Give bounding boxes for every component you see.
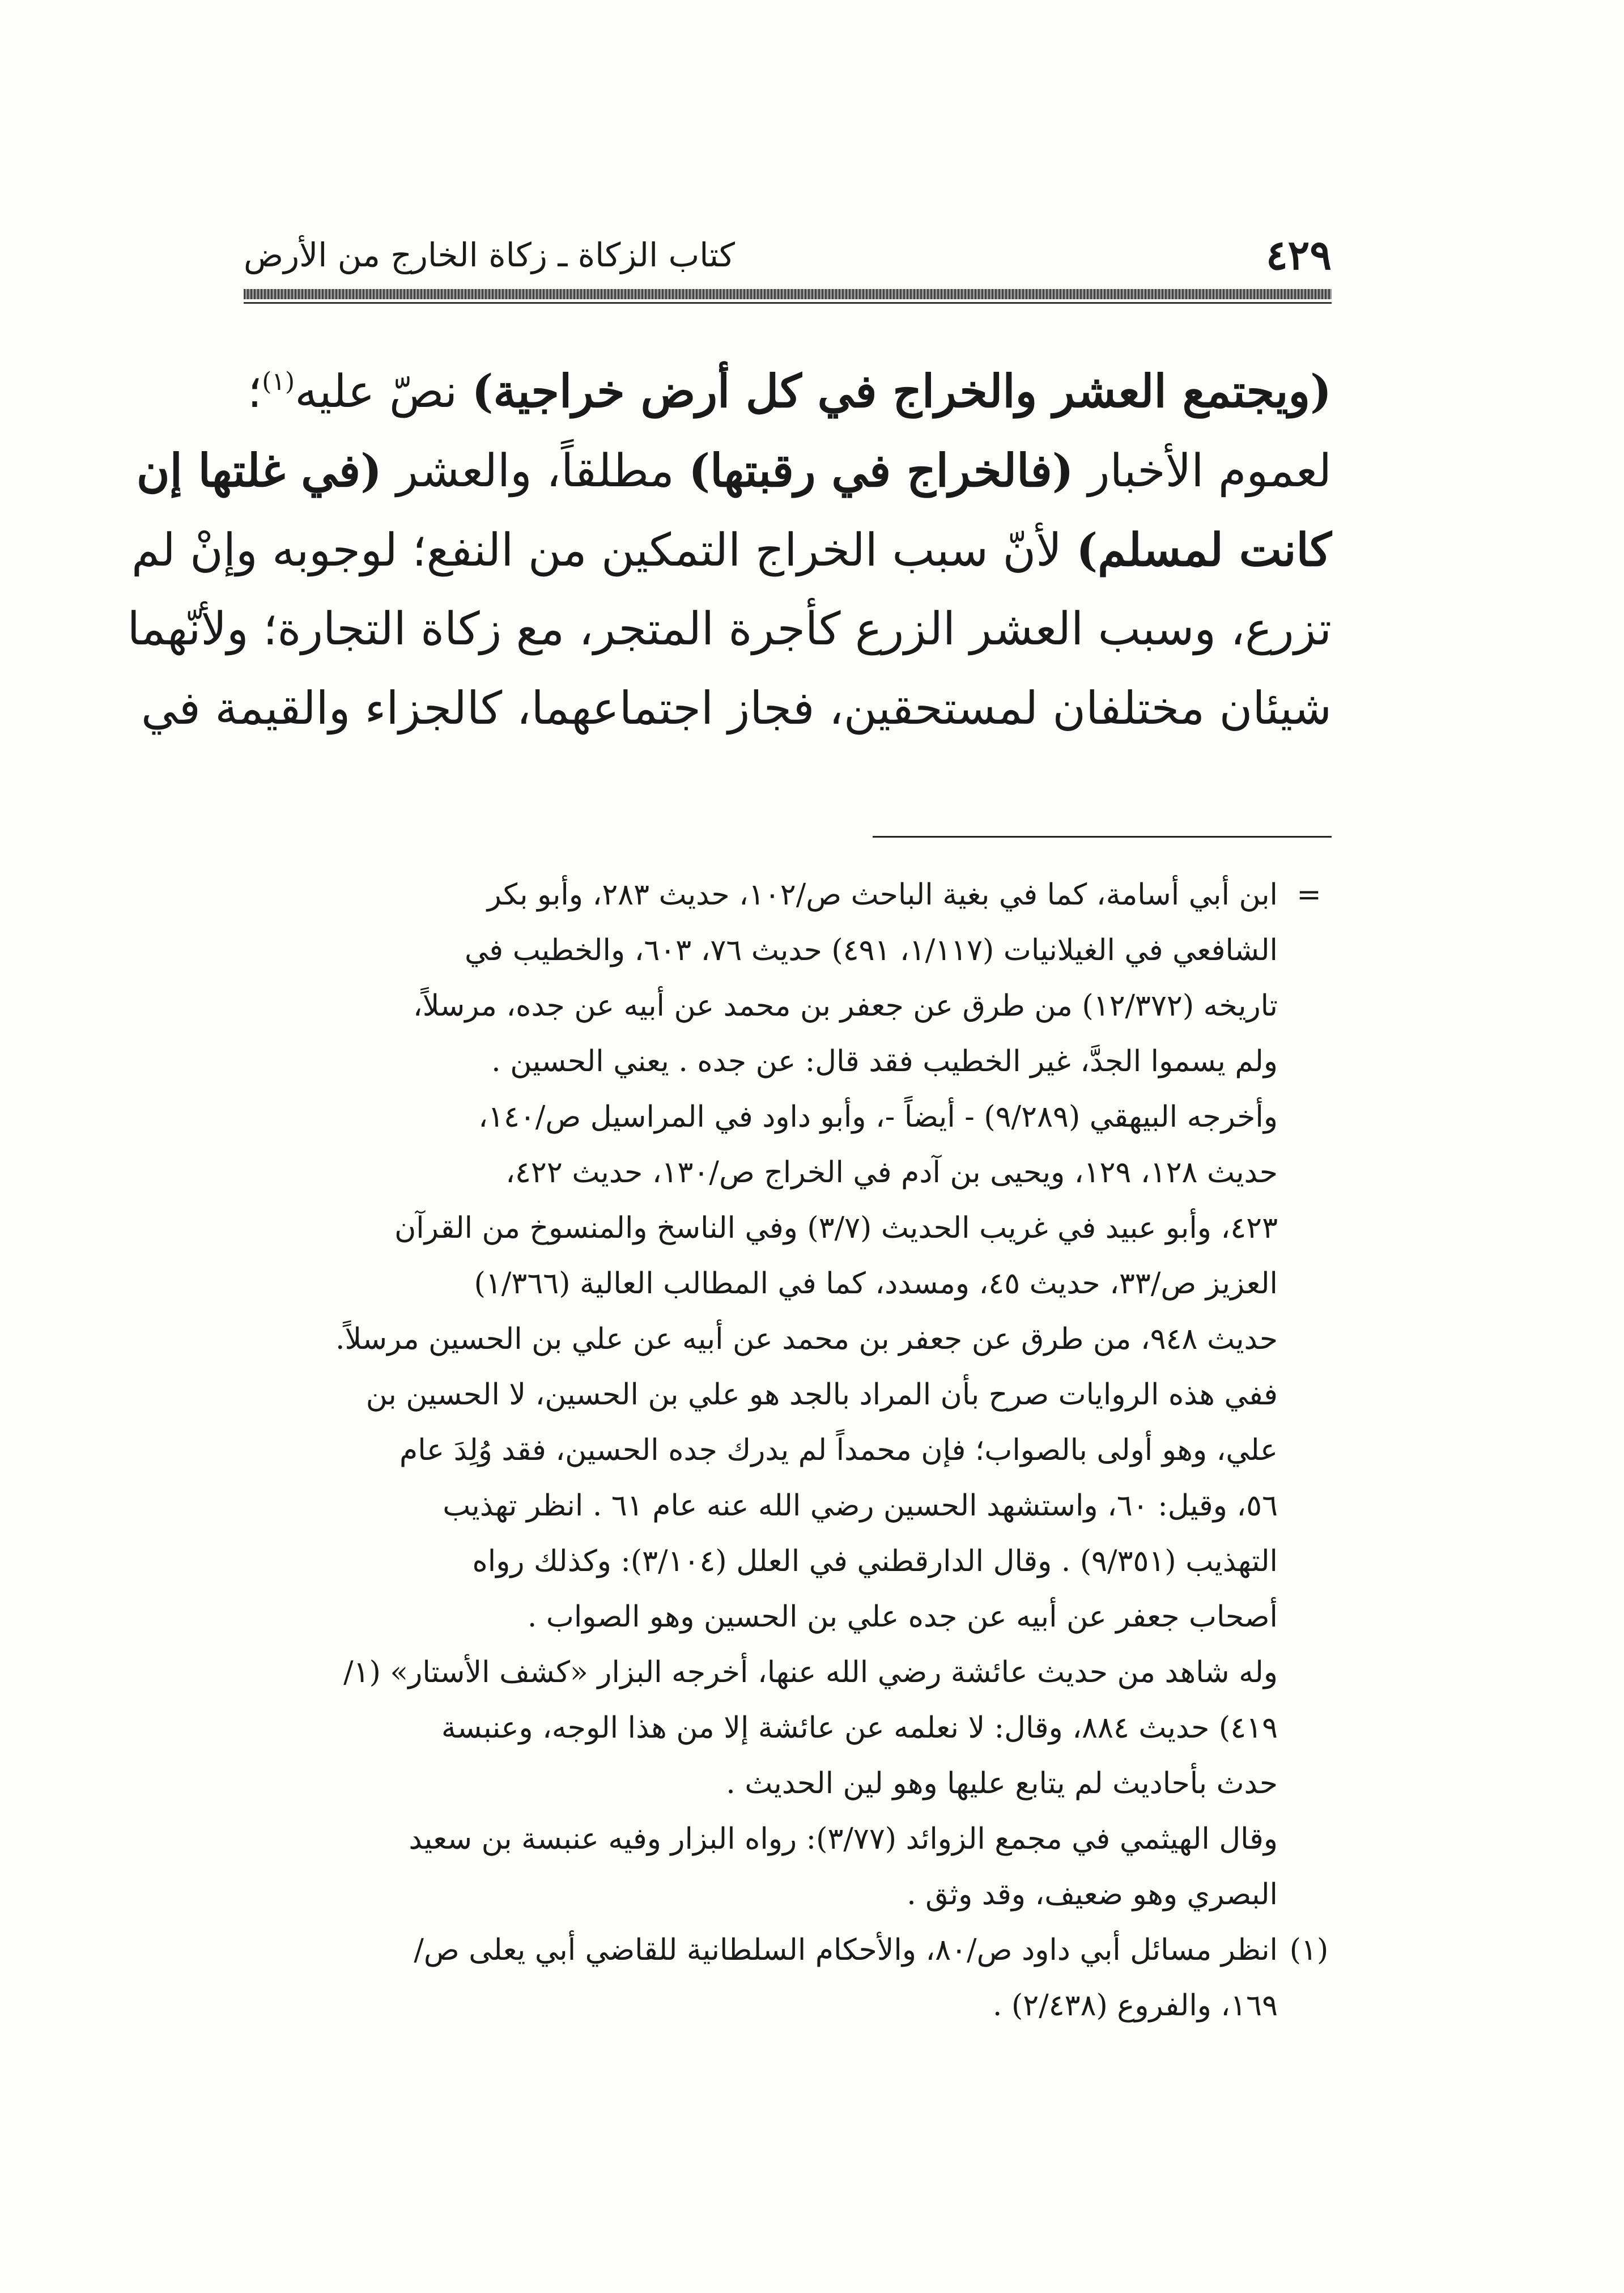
- footnote-line: [244, 923, 1332, 978]
- footnote-text: ابن أبي أسامة، كما في بغية الباحث ص/١٠٢، حديث ٢٨٣، وأبو بكر: [487, 878, 1278, 912]
- footnote-line: [244, 1756, 1332, 1811]
- bold-text: (ويجتمع العشر والخراج في كل أرض خراجية): [471, 364, 1332, 418]
- footnote-line: [244, 1589, 1332, 1645]
- footnote-line: [244, 1256, 1332, 1311]
- footnote-line: [244, 1034, 1332, 1089]
- footnote-text: العزيز ص/٣٣، حديث ٤٥، ومسدد، كما في المطالب العالية (١/٣٦٦): [474, 1267, 1278, 1301]
- footnote-line: [244, 1422, 1332, 1478]
- footnote-line: [244, 1367, 1332, 1422]
- text: لأنّ سبب الخراج التمكين من النفع؛ لوجوبه وإنْ لم: [131, 524, 1077, 576]
- main-line-2: [136, 431, 1332, 510]
- footnote-text: حديث ١٢٨، ١٢٩، ويحيى بن آدم في الخراج ص/١٣٠، حديث ٤٢٢،: [505, 1156, 1278, 1190]
- header-rule: [244, 289, 1332, 299]
- footnote-1: [244, 1922, 1332, 1978]
- running-title: كتاب الزكاة ـ زكاة الخارج من الأرض: [244, 236, 736, 274]
- footnote-line: [244, 1978, 1332, 2033]
- footnote-text: وأخرجه البيهقي (٩/٢٨٩) - أيضاً -، وأبو داود في المراسيل ص/١٤٠،: [478, 1100, 1278, 1134]
- footnote-line: [244, 1145, 1332, 1200]
- page-header: [244, 224, 1332, 286]
- footnote-line: [244, 1645, 1332, 1700]
- footnote-line: [244, 1811, 1332, 1867]
- footnote-line: [244, 978, 1332, 1034]
- text: ؛: [247, 365, 262, 418]
- bold-text: (فالخراج في رقبتها): [688, 444, 1074, 497]
- footnote-text: البصري وهو ضعيف، وقد وثق .: [907, 1878, 1278, 1912]
- footnote-reference[interactable]: (١): [262, 367, 295, 396]
- footnote-text: التهذيب (٩/٣٥١) . وقال الدارقطني في العلل (٣/١٠٤): وكذلك رواه: [472, 1544, 1278, 1578]
- footnote-text: ١٦٩، والفروع (٢/٤٣٨) .: [992, 1989, 1278, 2023]
- continuation-marker: =: [1296, 878, 1321, 912]
- main-line-1: [244, 351, 1332, 431]
- footnote-line: [244, 867, 1332, 923]
- footnote-separator: [873, 836, 1332, 838]
- footnote-text: انظر مسائل أبي داود ص/٨٠، والأحكام السلطانية للقاضي أبي يعلى ص/: [414, 1933, 1278, 1967]
- footnote-text: ففي هذه الروايات صرح بأن المراد بالجد هو علي بن الحسين، لا الحسين بن: [365, 1378, 1278, 1412]
- footnote-line: [244, 1700, 1332, 1756]
- text: تزرع، وسبب العشر الزرع كأجرة المتجر، مع زكاة التجارة؛ ولأنّهما: [127, 602, 1332, 655]
- footnote-text: الشافعي في الغيلانيات (١/١١٧، ٤٩١) حديث ٧٦، ٦٠٣، والخطيب في: [464, 933, 1278, 967]
- footnote-text: وله شاهد من حديث عائشة رضي الله عنها، أخرجه البزار «كشف الأستار» (١/: [343, 1655, 1278, 1689]
- text: نصّ عليه: [295, 365, 472, 418]
- footnote-text: ٥٦، وقيل: ٦٠، واستشهد الحسين رضي الله عنه عام ٦١ . انظر تهذيب: [443, 1489, 1278, 1523]
- footnote-text: علي، وهو أولى بالصواب؛ فإن محمداً لم يدرك جده الحسين، فقد وُلِدَ عام: [399, 1433, 1278, 1467]
- text: مطلقاً، والعشر: [381, 444, 689, 497]
- footnote-text: ولم يسموا الجدَّ، غير الخطيب فقد قال: عن جده . يعني الحسين .: [491, 1044, 1278, 1078]
- bold-text: كانت لمسلم): [1076, 523, 1332, 576]
- bold-text: (في غلتها إن: [136, 444, 382, 497]
- footnotes: [244, 867, 1332, 2033]
- footnote-text: ٤١٩) حديث ٨٨٤، وقال: لا نعلمه عن عائشة إلا من هذا الوجه، وعنبسة: [441, 1711, 1278, 1745]
- footnote-line: [244, 1867, 1332, 1922]
- footnote-text: ٤٢٣، وأبو عبيد في غريب الحديث (٣/٧) وفي الناسخ والمنسوخ من القرآن: [394, 1211, 1278, 1245]
- text: شيئان مختلفان لمستحقين، فجاز اجتماعهما، كالجزاء والقيمة في: [141, 682, 1332, 734]
- page-number: ٤٢٩: [1265, 231, 1332, 279]
- footnote-line: [244, 1534, 1332, 1589]
- footnote-line: [244, 1478, 1332, 1534]
- footnote-text: وقال الهيثمي في مجمع الزوائد (٣/٧٧): رواه البزار وفيه عنبسة بن سعيد: [409, 1822, 1278, 1856]
- footnote-line: [244, 1089, 1332, 1145]
- footnote-marker: (١): [1289, 1933, 1329, 1967]
- main-line-4: [127, 589, 1332, 669]
- footnote-text: حديث ٩٤٨، من طرق عن جعفر بن محمد عن أبيه عن علي بن الحسين مرسلاً.: [335, 1322, 1278, 1356]
- main-line-3: [131, 510, 1332, 589]
- footnote-line: [244, 1311, 1332, 1367]
- main-text: [127, 351, 1332, 748]
- footnote-text: حدث بأحاديث لم يتابع عليها وهو لين الحديث .: [726, 1767, 1278, 1801]
- footnote-line: [244, 1200, 1332, 1256]
- footnote-text: أصحاب جعفر عن أبيه عن جده علي بن الحسين وهو الصواب .: [527, 1600, 1278, 1634]
- main-line-5: [141, 669, 1332, 748]
- text: لعموم الأخبار: [1073, 444, 1332, 497]
- footnote-text: تاريخه (١٢/٣٧٢) من طرق عن جعفر بن محمد عن أبيه عن جده، مرسلاً،: [413, 989, 1278, 1023]
